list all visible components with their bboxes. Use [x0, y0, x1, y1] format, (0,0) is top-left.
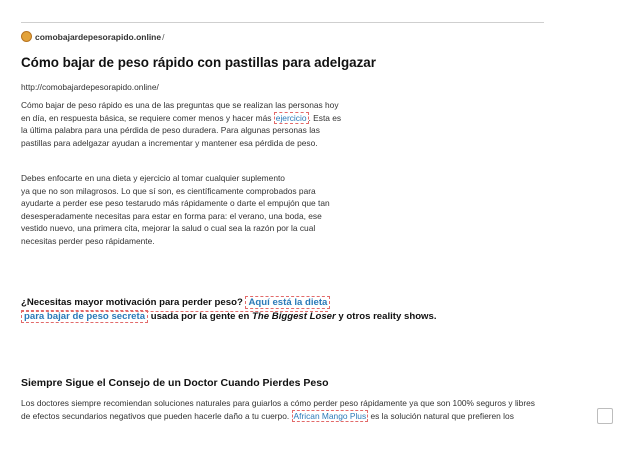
callout-line: [21, 310, 437, 324]
expand-icon[interactable]: [597, 408, 613, 424]
text-line: necesitas perder peso rápidamente.: [21, 235, 155, 246]
text-span: en día, en respuesta básica, se requiere comer menos y hacer más: [21, 112, 272, 123]
text-line: Debes enfocarte en una dieta y ejercicio al tomar cualquier suplemento: [21, 173, 285, 183]
text-line: pastillas para adelgazar ayudan a incrementar y mantener esa pérdida de peso.: [21, 137, 318, 148]
callout-text: usada por la gente en: [150, 311, 250, 322]
site-link[interactable]: comobajardepesorapido.online: [35, 31, 162, 42]
text-line: [21, 112, 341, 125]
site-favicon-icon: [21, 31, 32, 42]
breadcrumb: [21, 31, 164, 42]
source-url[interactable]: http://comobajardepesorapido.online/: [21, 82, 159, 92]
text-span: de efectos secundarios negativos que pueden hacerle daño a tu cuerpo.: [21, 410, 290, 421]
callout-text: y otros reality shows.: [338, 311, 437, 322]
text-line: [21, 410, 535, 423]
text-line: la última palabra para una pérdida de peso duradera. Para algunas personas las: [21, 125, 320, 136]
motivation-callout: [21, 296, 437, 324]
page-title: Cómo bajar de peso rápido con pastillas para adelgazar: [21, 55, 376, 70]
callout-underline: [21, 311, 328, 312]
text-span: es la solución natural que prefieren los: [370, 410, 514, 421]
callout-line: [21, 296, 437, 310]
dieta-link[interactable]: Aquí está la dieta: [245, 296, 330, 309]
paragraph-diet: [21, 172, 330, 248]
dieta-secreta-link[interactable]: para bajar de peso secreta: [21, 310, 148, 323]
section-heading: Siempre Sigue el Consejo de un Doctor Cuando Pierdes Peso: [21, 377, 329, 389]
paragraph-intro: [21, 99, 341, 149]
top-divider: [21, 22, 544, 23]
paragraph-doctor: [21, 397, 535, 422]
text-line: ya que no son milagrosos. Lo que sí son, es científicamente comprobados para: [21, 185, 316, 196]
breadcrumb-separator: /: [162, 31, 165, 42]
show-title: The Biggest Loser: [252, 311, 336, 322]
callout-question: ¿Necesitas mayor motivación para perder peso?: [21, 297, 243, 308]
text-line: Cómo bajar de peso rápido es una de las preguntas que se realizan las personas hoy: [21, 100, 339, 110]
text-line: desesperadamente necesitas para estar en forma para: el verano, una boda, ese: [21, 210, 322, 221]
text-span: . Esta es: [308, 112, 342, 123]
text-line: Los doctores siempre recomiendan soluciones naturales para guiarlos a cómo perder peso rápidamente ya que son 100% seguros y libres: [21, 398, 535, 408]
ejercicio-link[interactable]: ejercicio: [275, 112, 307, 123]
text-line: vestido nuevo, una primera cita, mejorar la salud o cual sea la razón por la cual: [21, 223, 316, 234]
african-mango-link[interactable]: African Mango Plus: [293, 410, 367, 421]
text-line: ayudarte a perder ese peso testarudo más rápidamente o darte el empujón que tan: [21, 198, 330, 209]
